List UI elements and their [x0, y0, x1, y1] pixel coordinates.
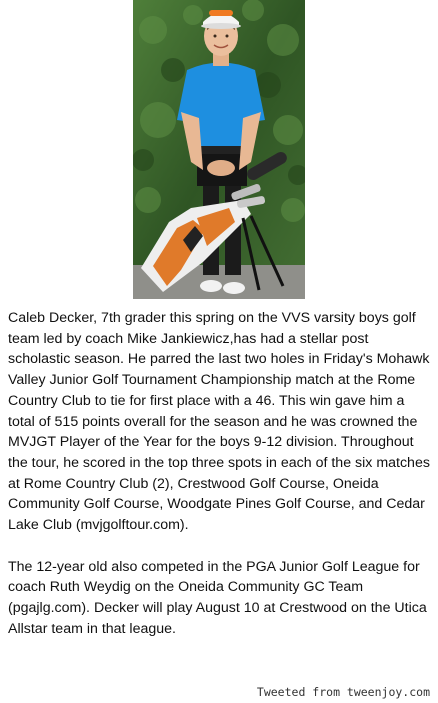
golfer-photo-illustration: [133, 0, 305, 299]
tweet-attribution: Tweeted from tweenjoy.com: [256, 685, 430, 699]
caption-text: [8, 308, 432, 640]
golfer-photo: [133, 0, 305, 299]
caption-paragraph: Caleb Decker, 7th grader this spring on the VVS varsity boys golf team led by coach Mike Jankiewicz,has had a stellar post scholastic season. He parred the last two holes in Friday's Mohawk Valley Junior Golf Tournament Championship match at the Rome Country Club to tie for first place with a 46. This win gave him a total of 515 points overall for the season and he was crowned the MVJGT Player of the Year for the boys 9-12 division. Throughout the tour, he scored in the top three spots in each of the six matches at Rome Country Club (2), Crestwood Golf Course, Oneida Community Golf Course, Woodgate Pines Golf Course, and Cedar Lake Club (mvjgolftour.com).: [8, 310, 430, 534]
caption-paragraph: The 12-year old also competed in the PGA Junior Golf League for coach Ruth Weydig on the Oneida Community GC Team (pgajlg.com). Decker will play August 10 at Crestwood on the Utica Allstar team in that league.: [8, 558, 427, 637]
